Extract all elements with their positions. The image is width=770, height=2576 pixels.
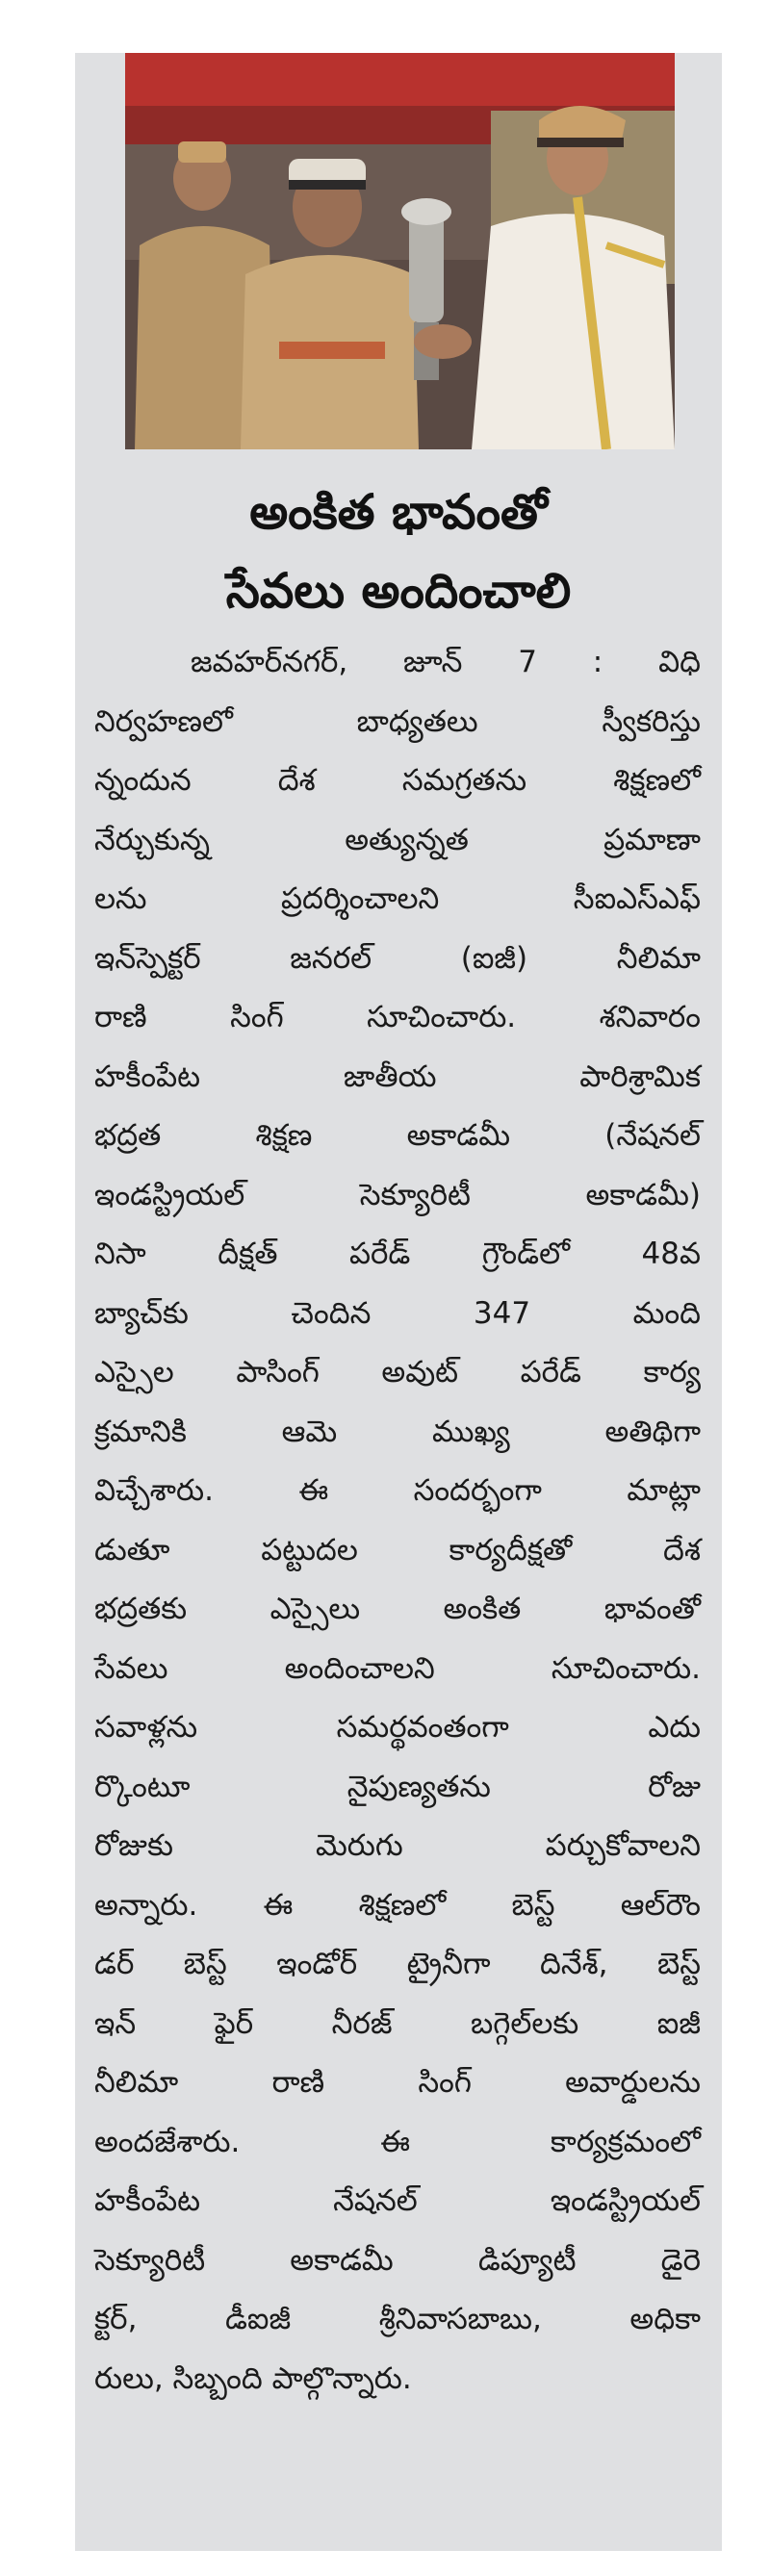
body-line: భద్రతకు ఎస్సైలు అంకిత భావంతో: [94, 1592, 701, 1626]
body-line: రాణి సింగ్ సూచించారు. శనివారం: [94, 1000, 701, 1034]
body-line: న్నందున దేశ సమగ్రతను శిక్షణలో: [94, 763, 701, 798]
body-line: సెక్యూరిటీ అకాడమీ డిప్యూటీ డైరె: [94, 2242, 701, 2278]
body-line: రులు, సిబ్బంది పాల్గొన్నారు.: [94, 2360, 412, 2396]
body-line: సేవలు అందించాలని సూచించారు.: [94, 1650, 701, 1686]
article-body: [94, 633, 701, 2409]
body-line: ఎస్సైల పాసింగ్ అవుట్ పరేడ్ కార్య: [94, 1355, 701, 1390]
body-line: బ్యాచ్‌కు చెందిన 347 మంది: [94, 1295, 701, 1331]
body-line: క్టర్, డీఐజీ శ్రీనివాసబాబు, అధికా: [94, 2302, 701, 2336]
body-line: ఇన్ ఫైర్ నీరజ్ బగ్గెల్‌లకు ఐజీ: [94, 2005, 701, 2041]
newspaper-clipping: [75, 53, 722, 2551]
body-line: నీలిమా రాణి సింగ్ అవార్డులను: [94, 2065, 701, 2100]
award-ceremony-photo: [125, 53, 675, 449]
body-line: ర్కొంటూ నైపుణ్యతను రోజు: [94, 1769, 701, 1804]
body-line: విచ్చేశారు. ఈ సందర్భంగా మాట్లా: [94, 1473, 701, 1508]
body-line: లను ప్రదర్శించాలని సీఐఎస్‌ఎఫ్: [94, 881, 701, 916]
body-line: భద్రత శిక్షణ అకాడమీ (నేషనల్: [94, 1118, 701, 1153]
body-line: హకీంపేట జాతీయ పారిశ్రామిక: [94, 1058, 701, 1094]
body-line: అందజేశారు. ఈ కార్యక్రమంలో: [94, 2124, 701, 2159]
body-line: ఇండస్ట్రియల్ సెక్యూరిటీ అకాడమీ): [94, 1177, 701, 1212]
body-line: నిసా దీక్షత్ పరేడ్ గ్రౌండ్‌లో 48వ: [94, 1237, 701, 1271]
body-line: జవహర్‌నగర్, జూన్ 7 : విధి: [191, 645, 701, 679]
headline-line: అంకిత భావంతో: [249, 484, 548, 540]
body-line: నేర్చుకున్న అత్యున్నత ప్రమాణా: [94, 822, 701, 857]
headline: [75, 472, 722, 630]
headline-line: సేవలు అందించాలి: [225, 563, 572, 619]
body-line: క్రమానికి ఆమె ముఖ్య అతిథిగా: [94, 1414, 701, 1449]
body-line: నిర్వహణలో బాధ్యతలు స్వీకరిస్తు: [94, 703, 701, 739]
body-line: హకీంపేట నేషనల్ ఇండస్ట్రియల్: [94, 2183, 701, 2218]
body-line: ఇన్‌స్పెక్టర్ జనరల్ (ఐజీ) నీలిమా: [94, 940, 701, 976]
body-line: డుతూ పట్టుదల కార్యదీక్షతో దేశ: [94, 1532, 701, 1568]
body-line: రోజుకు మెరుగు పర్చుకోవాలని: [94, 1828, 701, 1863]
body-line: అన్నారు. ఈ శిక్షణలో బెస్ట్ ఆల్‌రౌం: [94, 1887, 701, 1923]
body-line: సవాళ్లను సమర్థవంతంగా ఎదు: [94, 1710, 701, 1745]
body-line: డర్ బెస్ట్ ఇండోర్ ట్రైనీగా దినేశ్, బెస్ట్: [94, 1947, 701, 1981]
